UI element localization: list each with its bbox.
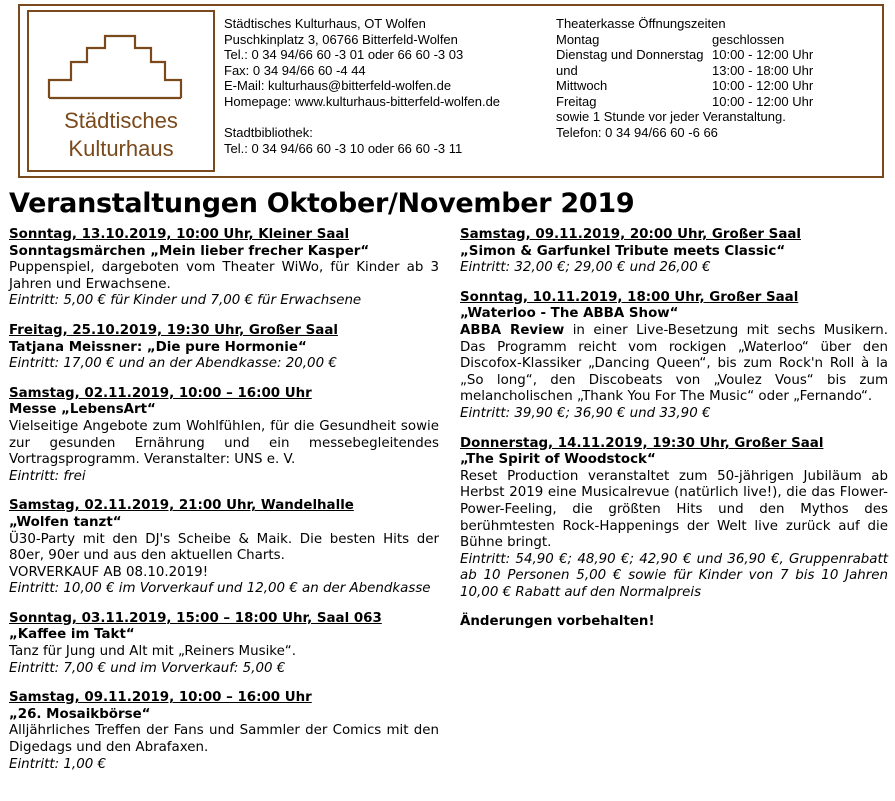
building-outline-icon — [43, 22, 201, 102]
event-price: Eintritt: 10,00 € im Vorverkauf und 12,00 € an der Abendkasse — [9, 581, 431, 597]
event-description-text: in einer Live-Besetzung mit sechs Musikern. Das Programm reicht vom rockigen „Waterloo“ über den Discofox-Klassiker „Dancing Queen“, bis zum Rock'n Roll à la „So long“, den Discobeats von „Voulez Vous“ bis zum melancholischen „Thank You For The Music“ oder „Fernando“. — [460, 322, 888, 405]
event-item — [9, 690, 439, 773]
event-description — [460, 323, 888, 406]
box-office-hours — [556, 16, 813, 140]
event-title: „The Spirit of Woodstock“ — [460, 452, 656, 468]
event-item — [9, 498, 439, 598]
hours-day: Freitag — [556, 93, 597, 109]
event-date: Samstag, 02.11.2019, 21:00 Uhr, Wandelhalle — [9, 498, 354, 514]
logo-text-line2: Kulturhaus — [68, 136, 174, 161]
event-price: Eintritt: frei — [9, 468, 86, 484]
event-date: Samstag, 02.11.2019, 10:00 – 16:00 Uhr — [9, 385, 312, 401]
hours-time: 10:00 - 12:00 Uhr — [712, 78, 814, 93]
event-item — [9, 323, 439, 373]
hours-row — [556, 78, 813, 94]
venue-name: Städtisches Kulturhaus, OT Wolfen — [224, 16, 426, 31]
event-price: Eintritt: 17,00 € und an der Abendkasse: 20,00 € — [9, 356, 337, 372]
hours-day: Mittwoch — [556, 78, 608, 93]
event-item — [460, 227, 888, 277]
event-title: Tatjana Meissner: „Die pure Hormonie“ — [9, 339, 307, 355]
event-price: Eintritt: 7,00 € und im Vorverkauf: 5,00 € — [9, 660, 286, 676]
venue-phone: Tel.: 0 34 94/66 60 -3 01 oder 66 60 -3 03 — [224, 47, 464, 62]
event-price: Eintritt: 39,90 €; 36,90 € und 33,90 € — [460, 405, 711, 421]
event-item — [9, 227, 439, 310]
event-title: „Wolfen tanzt“ — [9, 514, 122, 530]
library-label: Stadtbibliothek: — [224, 125, 313, 140]
event-date: Freitag, 25.10.2019, 19:30 Uhr, Großer Saal — [9, 322, 338, 338]
event-date: Sonntag, 03.11.2019, 15:00 – 18:00 Uhr, Saal 063 — [9, 610, 382, 626]
event-description: Vielseitige Angebote zum Wohlfühlen, für die Gesundheit sowie zur gesunden Ernährung und ein messebegleitendes Vortragsprogramm. Veranstalter: UNS e. V. — [9, 418, 439, 468]
event-presale-note: VORVERKAUF AB 08.10.2019! — [9, 564, 209, 580]
event-date: Samstag, 09.11.2019, 20:00 Uhr, Großer Saal — [460, 227, 801, 242]
kulturhaus-logo — [27, 10, 215, 172]
event-title: „Waterloo - The ABBA Show“ — [460, 306, 679, 322]
event-date: Sonntag, 13.10.2019, 10:00 Uhr, Kleiner Saal — [9, 227, 350, 242]
hours-row — [556, 63, 813, 79]
event-item — [9, 386, 439, 486]
event-price: Eintritt: 5,00 € für Kinder und 7,00 € für Erwachsene — [9, 293, 362, 309]
event-title: „Kaffee im Takt“ — [9, 627, 135, 643]
venue-address: Puschkinplatz 3, 06766 Bitterfeld-Wolfen — [224, 31, 458, 47]
event-date: Samstag, 09.11.2019, 10:00 – 16:00 Uhr — [9, 690, 312, 706]
events-right-column — [460, 227, 888, 631]
logo-text-line1: Städtisches — [64, 108, 178, 133]
event-date: Donnerstag, 14.11.2019, 19:30 Uhr, Großer Saal — [460, 435, 824, 451]
hours-day: und — [556, 62, 578, 78]
hours-row — [556, 94, 813, 110]
event-description: Tanz für Jung und Alt mit „Reiners Musike“. — [9, 644, 297, 660]
contact-block — [224, 16, 500, 156]
event-description: Reset Production veranstaltet zum 50-jährigen Jubiläum ab Herbst 2019 eine Musicalrevue (natürlich live!), die das Flower-Power-Feeling, die größten Hits und den Mythos des berühmtesten Rock-Happenings der Welt live zurück auf die Bühne bringt. — [460, 468, 888, 551]
header-box — [18, 4, 884, 178]
event-item — [9, 611, 439, 677]
hours-row — [556, 32, 813, 48]
event-description: Ü30-Party mit den DJ's Scheibe & Maik. Die besten Hits der 80er, 90er und aus den aktuellen Charts. — [9, 531, 439, 564]
hours-day: Montag — [556, 31, 600, 47]
event-item — [460, 290, 888, 423]
changes-notice: Änderungen vorbehalten! — [460, 614, 655, 630]
contact-gap — [224, 109, 500, 125]
box-office-title: Theaterkasse Öffnungszeiten — [556, 16, 726, 31]
hours-time: 10:00 - 12:00 Uhr — [712, 93, 814, 109]
hours-day: Dienstag und Donnerstag — [556, 47, 704, 62]
event-price: Eintritt: 32,00 €; 29,00 € und 26,00 € — [460, 260, 711, 276]
event-description-lead: ABBA Review — [460, 322, 565, 338]
event-date: Sonntag, 10.11.2019, 18:00 Uhr, Großer Saal — [460, 289, 799, 305]
library-phone: Tel.: 0 34 94/66 60 -3 10 oder 66 60 -3 11 — [224, 140, 463, 156]
event-title: Sonntagsmärchen „Mein lieber frecher Kasper“ — [9, 243, 370, 259]
event-item — [460, 436, 888, 602]
page-title: Veranstaltungen Oktober/November 2019 — [9, 188, 635, 219]
box-office-phone: Telefon: 0 34 94/66 60 -6 66 — [556, 124, 718, 140]
hours-row — [556, 47, 813, 63]
box-office-note: sowie 1 Stunde vor jeder Veranstaltung. — [556, 109, 786, 124]
event-title: „26. Mosaikbörse“ — [9, 706, 151, 722]
event-description: Alljährliches Treffen der Fans und Sammler der Comics mit den Digedags und den Abrafaxen. — [9, 723, 439, 756]
venue-fax: Fax: 0 34 94/66 60 -4 44 — [224, 62, 366, 78]
hours-time: 13:00 - 18:00 Uhr — [712, 62, 814, 78]
hours-time: geschlossen — [712, 31, 785, 47]
event-price: Eintritt: 54,90 €; 48,90 €; 42,90 € und 36,90 €, Gruppenrabatt ab 10 Personen 5,00 € sowie für Kinder von 7 bis 10 Jahren 10,00 € Rabatt auf den Normalpreis — [460, 551, 888, 600]
event-title: „Simon & Garfunkel Tribute meets Classic“ — [460, 243, 786, 259]
venue-email[interactable]: E-Mail: kulturhaus@bitterfeld-wolfen.de — [224, 78, 452, 93]
hours-time: 10:00 - 12:00 Uhr — [712, 47, 814, 62]
event-title: Messe „LebensArt“ — [9, 402, 156, 418]
event-price: Eintritt: 1,00 € — [9, 756, 107, 772]
events-left-column — [9, 227, 439, 786]
venue-homepage[interactable]: Homepage: www.kulturhaus-bitterfeld-wolfen.de — [224, 93, 501, 109]
event-description: Puppenspiel, dargeboten vom Theater WiWo, für Kinder ab 3 Jahren und Erwachsene. — [9, 260, 439, 292]
